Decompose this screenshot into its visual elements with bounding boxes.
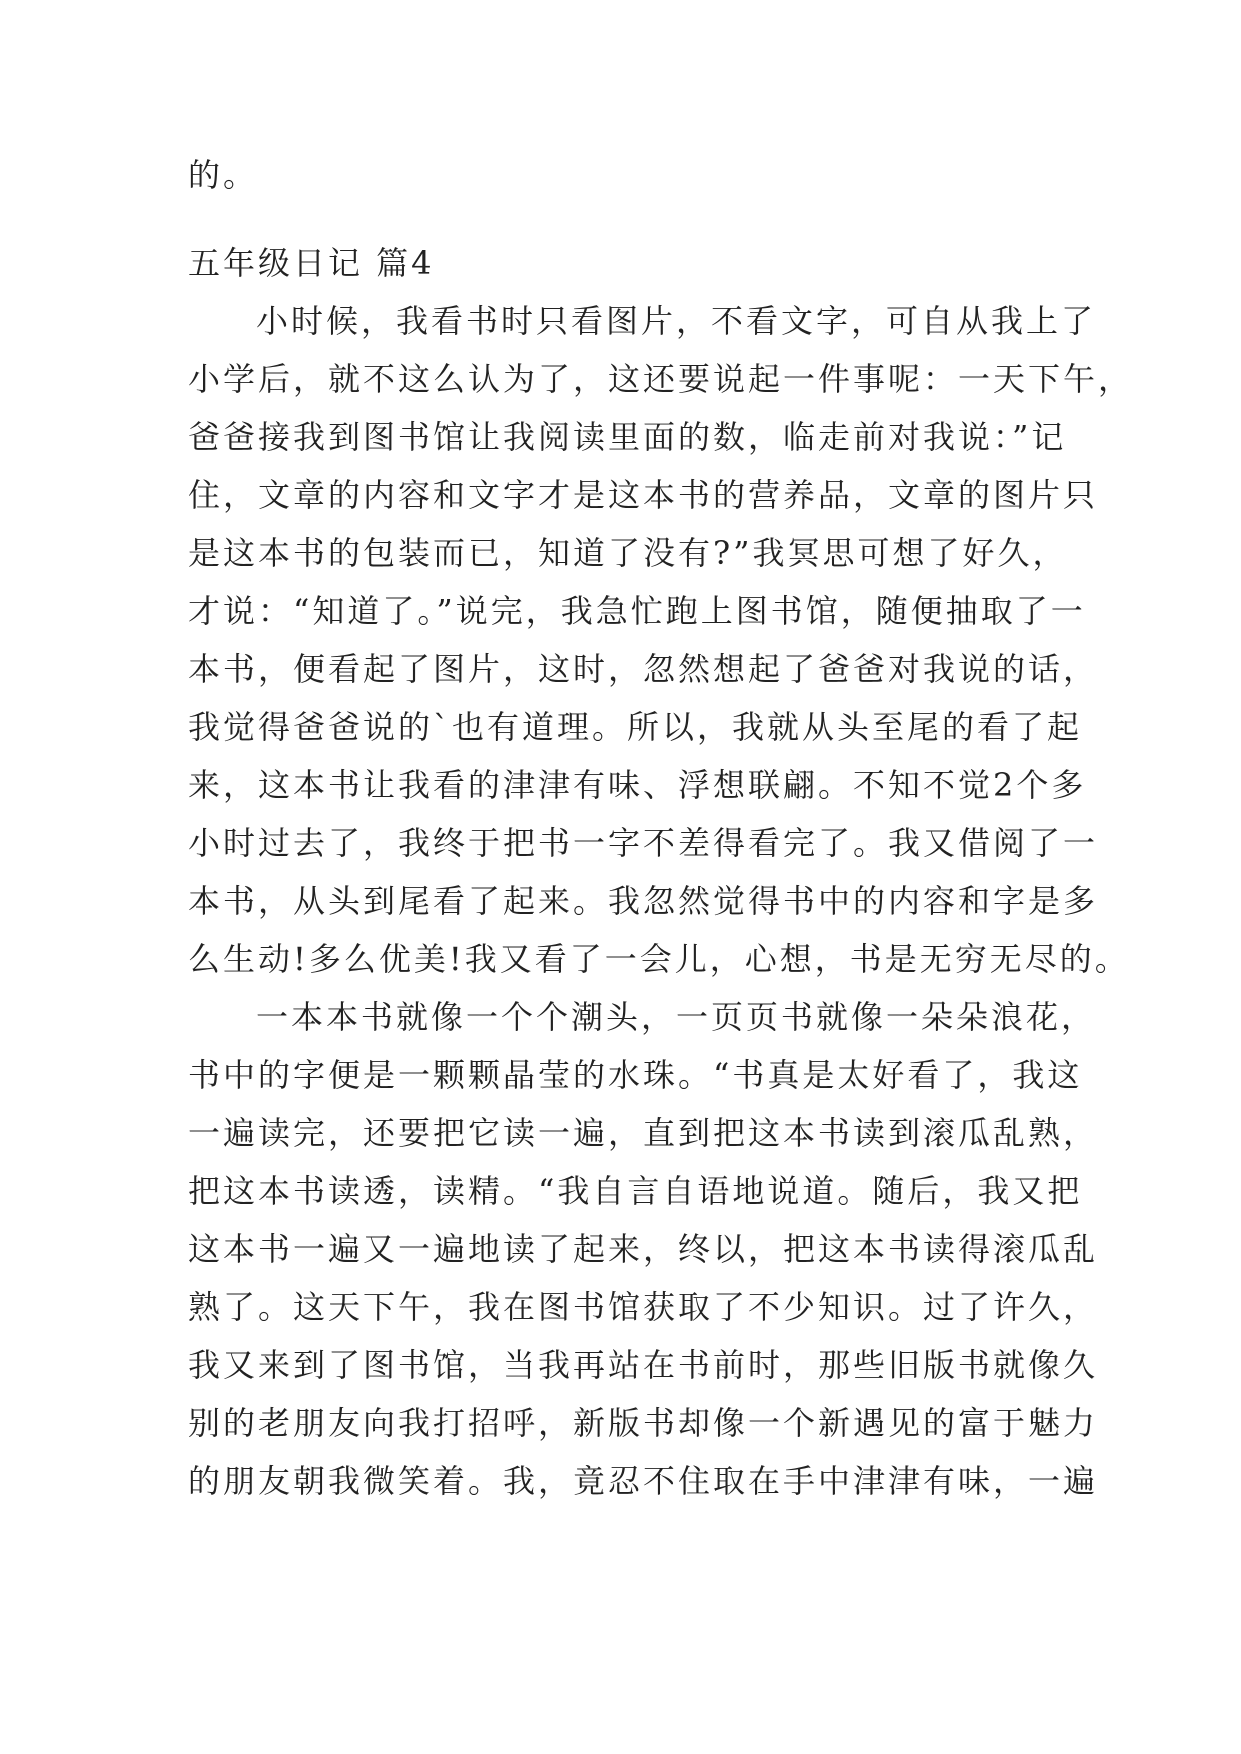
paragraph-1 [188,292,1134,988]
paragraph-line: 我觉得爸爸说的`也有道理。所以，我就从头至尾的看了起 [188,708,1083,746]
paragraph-line: 本书，从头到尾看了起来。我忽然觉得书中的内容和字是多 [188,882,1099,920]
paragraph-line: 一遍读完，还要把它读一遍，直到把这本书读到滚瓜乱熟， [188,1114,1099,1152]
paragraph-line: 小学后，就不这么认为了，这还要说起一件事呢：一天下午， [188,360,1134,398]
paragraph-line: 熟了。这天下午，我在图书馆获取了不少知识。过了许久， [188,1288,1099,1326]
paragraph-line: 爸爸接我到图书馆让我阅读里面的数，临走前对我说：”记 [188,418,1067,456]
paragraph-line: 是这本书的包装而已，知道了没有?”我冥思可想了好久， [188,534,1068,572]
previous-fragment-end: 的。 [188,156,259,194]
paragraph-2 [188,988,1099,1510]
paragraph-line: 住，文章的内容和文字才是这本书的营养品，文章的图片只 [188,476,1099,514]
paragraph-line: 小时候，我看书时只看图片，不看文字，可自从我上了 [256,302,1097,340]
diary-title: 五年级日记 篇4 [188,244,435,282]
paragraph-line: 来，这本书让我看的津津有味、浮想联翩。不知不觉2个多 [188,766,1087,804]
paragraph-line: 才说：“知道了。”说完，我急忙跑上图书馆，随便抽取了一 [188,592,1086,630]
paragraph-line: 这本书一遍又一遍地读了起来，终以，把这本书读得滚瓜乱 [188,1230,1099,1268]
paragraph-line: 把这本书读透，读精。“我自言自语地说道。随后，我又把 [188,1172,1083,1210]
paragraph-line: 我又来到了图书馆，当我再站在书前时，那些旧版书就像久 [188,1346,1099,1384]
paragraph-line: 么生动!多么优美!我又看了一会儿，心想，书是无穷无尽的。 [188,940,1130,978]
document-body [188,146,1134,1510]
paragraph-line: 书中的字便是一颗颗晶莹的水珠。“书真是太好看了，我这 [188,1056,1083,1094]
paragraph-line: 小时过去了，我终于把书一字不差得看完了。我又借阅了一 [188,824,1099,862]
paragraph-line: 别的老朋友向我打招呼，新版书却像一个新遇见的富于魅力 [188,1404,1099,1442]
paragraph-line: 一本本书就像一个个潮头，一页页书就像一朵朵浪花， [256,998,1097,1036]
paragraph-line: 的朋友朝我微笑着。我，竟忍不住取在手中津津有味，一遍 [188,1462,1099,1500]
paragraph-line: 本书，便看起了图片，这时，忽然想起了爸爸对我说的话， [188,650,1099,688]
section-gap [188,204,1068,234]
